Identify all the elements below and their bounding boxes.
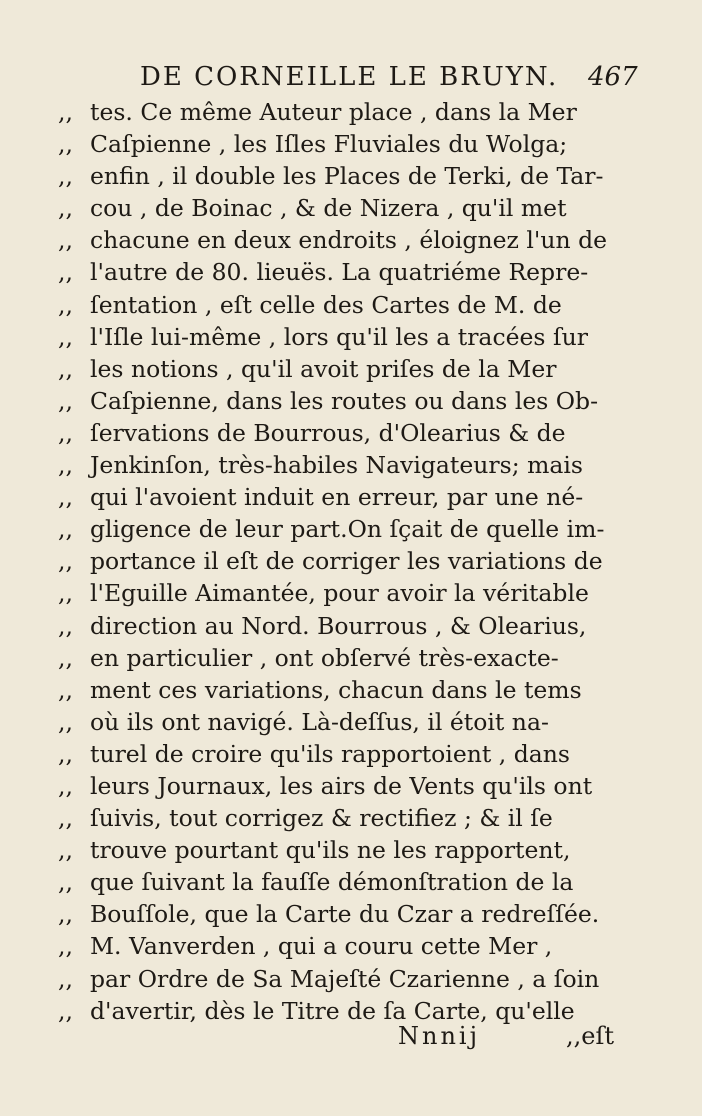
line-text: que ſuivant la fauſſe démonſtration de la [90, 868, 574, 897]
line-text: M. Vanverden , qui a couru cette Mer , [90, 932, 553, 961]
text-line [58, 321, 638, 353]
line-text: l'Eguille Aimantée, pour avoir la véritable [90, 579, 589, 608]
text-line [58, 577, 638, 609]
quote-mark: ,, [58, 707, 73, 736]
quote-mark: ,, [58, 258, 73, 287]
line-text: turel de croire qu'ils rapportoient , dans [90, 739, 570, 768]
text-line [58, 449, 638, 481]
quote-mark: ,, [58, 130, 73, 159]
line-text: portance il eſt de corriger les variations de [90, 547, 603, 576]
quote-mark: ,, [58, 162, 73, 191]
text-line [58, 770, 638, 802]
quote-mark: ,, [58, 804, 73, 833]
quote-mark: ,, [58, 964, 73, 993]
text-line [58, 706, 638, 738]
line-text: gligence de leur part.On ſçait de quelle im- [90, 515, 605, 544]
catchword: ,,eſt [566, 1022, 614, 1050]
line-text: enfin , il double les Places de Terki, de Tar- [90, 162, 604, 191]
line-text: cou , de Boinac , & de Nizera , qu'il met [90, 194, 567, 223]
quote-mark: ,, [58, 739, 73, 768]
quote-mark: ,, [58, 354, 73, 383]
line-text: Jenkinſon, très-habiles Navigateurs; mais [90, 451, 583, 480]
text-line [58, 160, 638, 192]
line-text: trouve pourtant qu'ils ne les rapportent, [90, 836, 571, 865]
quote-mark: ,, [58, 98, 73, 126]
line-text: ment ces variations, chacun dans le tems [90, 675, 582, 704]
line-text: Bouſſole, que la Carte du Czar a redreſſée. [90, 900, 600, 929]
quote-mark: ,, [58, 900, 73, 929]
quote-mark: ,, [58, 322, 73, 351]
text-line [58, 224, 638, 256]
text-line [58, 642, 638, 674]
line-text: qui l'avoient induit en erreur, par une né- [90, 483, 584, 512]
text-line [58, 802, 638, 834]
quote-mark: ,, [58, 836, 73, 865]
text-line [58, 610, 638, 642]
quote-mark: ,, [58, 579, 73, 608]
line-text: chacune en deux endroits , éloignez l'un de [90, 226, 608, 255]
text-line [58, 834, 638, 866]
text-line [58, 674, 638, 706]
running-title: DE CORNEILLE LE BRUYN. [140, 62, 559, 92]
line-text: par Ordre de Sa Majeſté Czarienne , a ſoin [90, 964, 600, 993]
text-line [58, 289, 638, 321]
line-text: ſuivis, tout corrigez & rectifiez ; & il ſe [90, 804, 553, 833]
text-line [58, 738, 638, 770]
line-text: direction au Nord. Bourrous , & Olearius, [90, 611, 587, 640]
quote-mark: ,, [58, 771, 73, 800]
line-text: tes. Ce même Auteur place , dans la Mer [90, 98, 577, 126]
line-text: leurs Journaux, les airs de Vents qu'ils ont [90, 771, 593, 800]
quote-mark: ,, [58, 932, 73, 961]
text-line [58, 513, 638, 545]
text-line [58, 128, 638, 160]
line-text: en particulier , ont obſervé très-exacte- [90, 643, 559, 672]
text-line [58, 481, 638, 513]
text-line [58, 866, 638, 898]
line-text: où ils ont navigé. Là-deſſus, il étoit na- [90, 707, 549, 736]
quote-mark: ,, [58, 226, 73, 255]
text-line [58, 353, 638, 385]
line-text: l'autre de 80. lieuës. La quatriéme Repre- [90, 258, 589, 287]
page-number: 467 [588, 62, 638, 92]
quote-mark: ,, [58, 611, 73, 640]
quote-mark: ,, [58, 515, 73, 544]
page-footer [0, 1022, 702, 1062]
line-text: l'Iſle lui-même , lors qu'il les a tracées ſur [90, 322, 589, 351]
signature-mark: Nnnij [398, 1022, 481, 1050]
page-header [0, 62, 702, 98]
text-line [58, 192, 638, 224]
quote-mark: ,, [58, 675, 73, 704]
text-line [58, 545, 638, 577]
text-line [58, 96, 638, 128]
quote-mark: ,, [58, 868, 73, 897]
line-text: les notions , qu'il avoit priſes de la Mer [90, 354, 557, 383]
quote-mark: ,, [58, 996, 73, 1025]
body-text [58, 96, 638, 1027]
text-line [58, 256, 638, 288]
quote-mark: ,, [58, 418, 73, 447]
line-text: Caſpienne, dans les routes ou dans les Ob- [90, 386, 599, 415]
quote-mark: ,, [58, 194, 73, 223]
quote-mark: ,, [58, 643, 73, 672]
quote-mark: ,, [58, 451, 73, 480]
line-text: ſentation , eſt celle des Cartes de M. de [90, 290, 562, 319]
line-text: d'avertir, dès le Titre de ſa Carte, qu'elle [90, 996, 575, 1025]
line-text: ſervations de Bourrous, d'Olearius & de [90, 418, 566, 447]
quote-mark: ,, [58, 483, 73, 512]
text-line [58, 930, 638, 962]
text-line [58, 417, 638, 449]
text-line [58, 898, 638, 930]
quote-mark: ,, [58, 386, 73, 415]
text-line [58, 963, 638, 995]
line-text: Caſpienne , les Iſles Fluviales du Wolga; [90, 130, 568, 159]
text-line [58, 385, 638, 417]
quote-mark: ,, [58, 290, 73, 319]
quote-mark: ,, [58, 547, 73, 576]
